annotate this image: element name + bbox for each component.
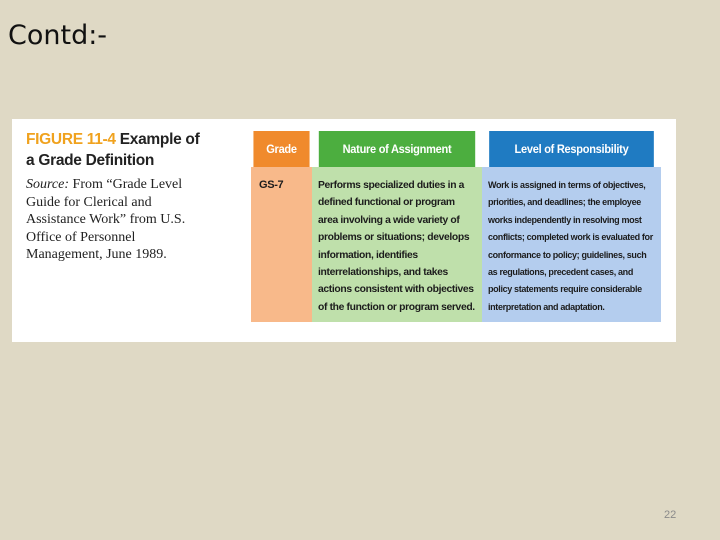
cell-grade-text: GS-7 — [259, 179, 284, 191]
cell-grade — [251, 167, 312, 322]
cell-nature-text: Performs specialized duties in a defined functional or program area involving a wide variety of problems or situations; develops information, identifies interrelationships, and takes actions consistent with objectives of the function or program served. — [318, 180, 475, 313]
figure-panel — [12, 119, 676, 342]
figure-source — [26, 176, 204, 264]
header-grade: Grade — [253, 131, 309, 167]
grade-definition-table — [251, 131, 661, 322]
header-nature-of-assignment: Nature of Assignment — [319, 131, 475, 167]
figure-number: FIGURE 11-4 — [26, 131, 116, 148]
page-number: 22 — [664, 509, 677, 521]
figure-heading — [26, 129, 204, 171]
figure-source-text: From “Grade Level Guide for Clerical and Assistance Work” from U.S. Office of Personnel Management, June 1989. — [26, 177, 186, 262]
cell-level-of-responsibility — [482, 167, 661, 322]
figure-caption — [26, 129, 204, 264]
figure-title: Example of a Grade Definition — [26, 131, 200, 169]
cell-nature-of-assignment — [312, 167, 482, 322]
figure-source-label: Source: — [26, 177, 70, 192]
slide-title: Contd:- — [8, 20, 108, 51]
cell-level-text: Work is assigned in terms of objectives, priorities, and deadlines; the employee works independently in resolving most conflicts; completed work is evaluated for conformance to policy; guidelines, such as regulations, precedent cases, and policy statements require considerable interpretation and adaptation. — [488, 180, 653, 312]
header-level-of-responsibility: Level of Responsibility — [489, 131, 654, 167]
